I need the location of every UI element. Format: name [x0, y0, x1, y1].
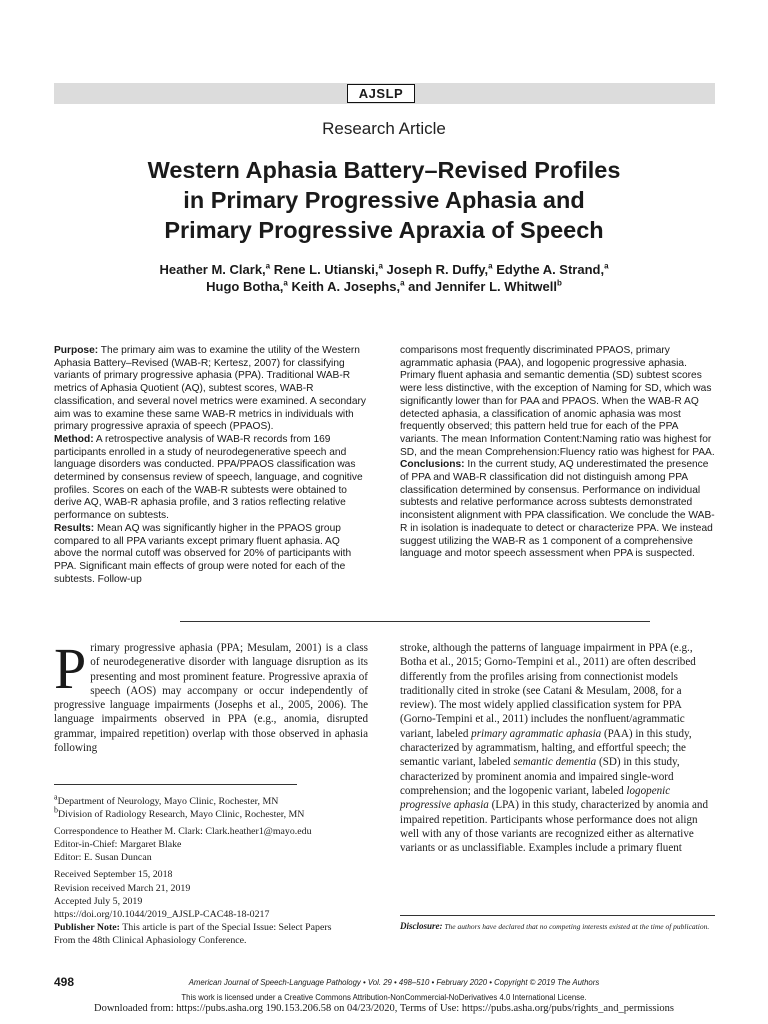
journal-badge: AJSLP	[347, 84, 415, 103]
abstract-results: Mean AQ was significantly higher in the PPAOS group compared to all PPA variants except primary fluent aphasia. AQ above the normal cutoff was observed for 20% of participants with PPA. Significant main effects of group were noted for each of the subtests. Follow-up	[54, 522, 352, 585]
author-line-1	[54, 261, 714, 278]
term-logopenic-progressive-aphasia: logopenic progressive aphasia	[400, 784, 671, 812]
abstract-conclusions-label: Conclusions:	[400, 459, 465, 471]
title-line: Western Aphasia Battery–Revised Profiles	[147, 157, 621, 183]
affiliation-sup: a	[488, 261, 493, 271]
term-semantic-dementia: semantic dementia	[513, 756, 597, 769]
affiliation-b	[54, 805, 384, 821]
author-name: and Jennifer L. Whitwell	[404, 279, 557, 294]
affiliation-text: Division of Radiology Research, Mayo Clinic, Rochester, MN	[58, 809, 305, 821]
body-text: (PAA) in this study, characterized by agrammatism, halting, and effortful speech; the semantic variant, labeled	[400, 727, 692, 769]
abstract-divider	[180, 621, 650, 622]
publisher-note-label: Publisher Note:	[54, 921, 120, 933]
body-left-column	[54, 636, 368, 755]
author-line-2	[54, 278, 714, 295]
publisher-note-text: This article is part of the Special Issue: Select Papers	[119, 921, 332, 933]
affiliation-sup: a	[54, 792, 58, 802]
abstract-method-label: Method:	[54, 433, 94, 445]
disclosure-text: The authors have declared that no competing interests existed at the time of publication.	[442, 922, 710, 931]
license-notice: This work is licensed under a Creative Commons Attribution-NonCommercial-NoDerivatives 4.0 International License.	[181, 993, 587, 1002]
body-right-column	[400, 641, 715, 855]
received-date: Received September 15, 2018	[54, 869, 173, 881]
abstract-method: A retrospective analysis of WAB-R records from 169 participants enrolled in a study of neurodegenerative speech and language disorders was conducted. PPA/PPAOS classification was determined by consensus review of speech, language, and cognitive profiles. Scores on each of the WAB-R subtests were obtained to derive AQ, WAB-R aphasia profile, and 3 ratios reflecting relative performance on subtests.	[54, 433, 363, 522]
publisher-note-cont: From the 48th Clinical Aphasiology Conference.	[54, 934, 247, 946]
accepted-date: Accepted July 5, 2019	[54, 895, 143, 907]
article-title	[54, 155, 714, 245]
affiliation-sup: a	[283, 278, 288, 288]
revision-date: Revision received March 21, 2019	[54, 882, 191, 894]
affiliation-text: Department of Neurology, Mayo Clinic, Rochester, MN	[57, 796, 279, 807]
page-number: 498	[54, 975, 75, 989]
journal-citation: American Journal of Speech-Language Pathology • Vol. 29 • 498–510 • February 2020 • Copyright © 2019 The Authors	[188, 978, 600, 987]
footnotes	[54, 792, 384, 947]
abstract-results-label: Results:	[54, 522, 95, 534]
title-line: Primary Progressive Apraxia of Speech	[164, 217, 604, 243]
author-name: Heather M. Clark,	[159, 262, 266, 277]
disclosure-divider	[400, 915, 715, 916]
doi-link[interactable]: https://doi.org/10.1044/2019_AJSLP-CAC48-18-0217	[54, 908, 270, 920]
disclosure	[400, 921, 716, 933]
editor: Editor: E. Susan Duncan	[54, 852, 152, 864]
abstract-purpose: The primary aim was to examine the utility of the Western Aphasia Battery–Revised (WAB-R; Kertesz, 2007) for classifying variants of primary progressive aphasia (PPA). Traditional WAB-R metrics of Aphasia Quotient (AQ), subtest scores, WAB-R classification, and several novel metrics were examined. A secondary aim was to examine these same WAB-R metrics in individuals with primary progressive apraxia of speech (PPAOS).	[54, 345, 367, 433]
drop-cap: P	[54, 636, 87, 701]
affiliation-sup: a	[400, 278, 405, 288]
body-text: (SD) in this study, characterized by prominent anomia and impaired single-word comprehension; and the logopenic variant, labeled	[400, 756, 680, 797]
body-text: stroke, although the patterns of language impairment in PPA (e.g., Botha et al., 2015; Gorno-Tempini et al., 2011) are often described differently from the profiles arising from connectionist models traditionally cited in stroke (see Catani & Mesulam, 2008, for a review). The most widely applied classification system for PPA (Gorno-Tempini et al., 2011) includes the nonfluent/agrammatic variant, labeled	[400, 642, 696, 740]
affiliation-sup: a	[265, 261, 271, 271]
abstract-conclusions: In the current study, AQ underestimated the presence of PPA and WAB-R classification did not distinguish among PPA classification determined by consensus. Performance on individual subtests and relative performance across subtests demonstrated inconsistent alignment with PPA classification. We conclude the WAB-R in isolation is inadequate to detect or characterize PPA. We instead suggest utilizing the WAB-R as 1 component of a comprehensive language and motor speech assessment when PPA is suspected.	[400, 459, 715, 560]
correspondence: Correspondence to Heather M. Clark: Clark.heather1@mayo.edu	[54, 826, 312, 838]
author-name: Hugo Botha,	[206, 279, 284, 294]
abstract-results-continued: comparisons most frequently discriminated PPAOS, primary agrammatic aphasia (PAA), and logopenic progressive aphasia. Primary fluent aphasia and semantic dementia (SD) subtest scores were less distinctive, with the exception of Naming for SD, which was significantly lower than for PAA and PPAOS. When the WAB-R AQ detected aphasia, a classification of anomic aphasia was most frequently observed; this pattern held true for each of the PPA variants. The mean Information Content:Naming ratio was highest for SD, and the mean Comprehension:Fluency ratio was highest for PAA.	[400, 345, 715, 458]
affiliation-sup: a	[378, 261, 383, 271]
affiliation-sup: b	[556, 278, 562, 288]
affiliation-sup: a	[604, 261, 609, 271]
term-primary-agrammatic-aphasia: primary agrammatic aphasia	[471, 727, 602, 740]
author-list	[54, 261, 714, 295]
article-type: Research Article	[322, 119, 446, 138]
author-name: Keith A. Josephs,	[287, 279, 401, 294]
body-text: (LPA) in this study, characterized by anomia and impaired repetition. Participants whose performance does not align well with any of those variants are recognized either as alternative variants or as unclassifiable. Examples include a primary fluent	[400, 799, 709, 855]
author-name: Edythe A. Strand,	[492, 262, 605, 277]
abstract-right-column	[400, 345, 715, 561]
author-name: Rene L. Utianski,	[270, 262, 379, 277]
title-line: in Primary Progressive Aphasia and	[183, 187, 585, 213]
footnote-divider	[54, 784, 297, 785]
publisher-note	[54, 921, 384, 934]
affiliation-sup: b	[54, 805, 58, 815]
author-name: Joseph R. Duffy,	[382, 262, 489, 277]
editor-in-chief: Editor-in-Chief: Margaret Blake	[54, 839, 182, 851]
abstract-purpose-label: Purpose:	[54, 345, 99, 356]
abstract-left-column	[54, 345, 368, 586]
affiliation-a	[54, 792, 384, 808]
download-notice: Downloaded from: https://pubs.asha.org 190.153.206.58 on 04/23/2020, Terms of Use: https://pubs.asha.org/pubs/rights_and_permissions	[94, 1003, 674, 1014]
disclosure-label: Disclosure:	[400, 921, 443, 931]
body-paragraph: rimary progressive aphasia (PPA; Mesulam, 2001) is a class of neurodegenerative disorder with language disruption as its presenting and most prominent feature. Progressive apraxia of speech (AOS) may accompany or occur independently of progressive language impairments (Josephs et al., 2005, 2006). The language impairments observed in PPA (e.g., anomia, disrupted grammar, impaired repetition) overlap with those observed in aphasia following	[54, 642, 368, 755]
